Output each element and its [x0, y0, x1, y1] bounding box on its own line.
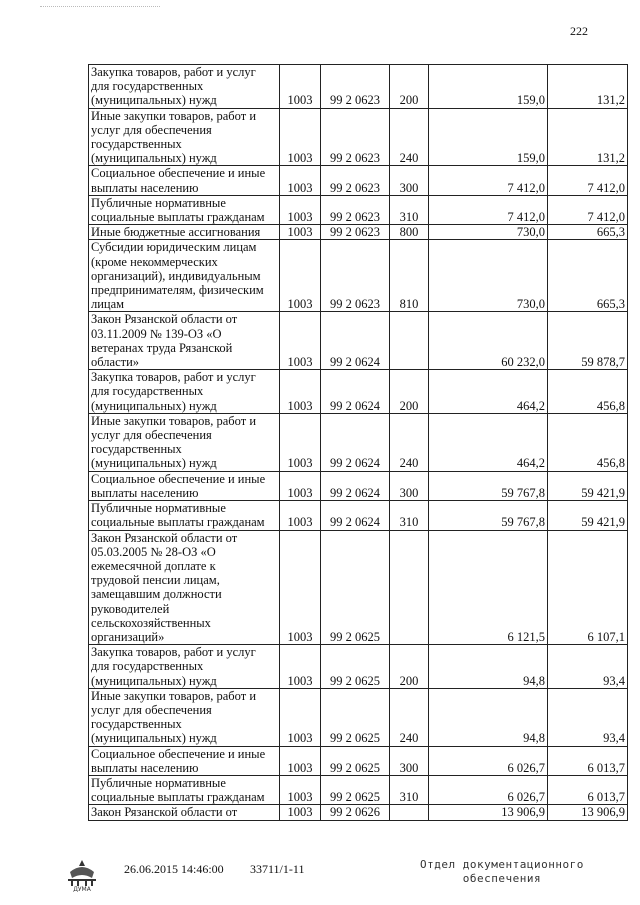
- cell-article: 99 2 0623: [321, 166, 390, 195]
- footer-datetime: 26.06.2015 14:46:00: [124, 862, 224, 876]
- cell-vr: 310: [390, 195, 429, 224]
- cell-v2: 59 421,9: [548, 471, 628, 500]
- cell-article: 99 2 0625: [321, 746, 390, 775]
- page-number: 222: [570, 24, 588, 38]
- cell-v1: 94,8: [429, 645, 548, 689]
- cell-v2: 665,3: [548, 240, 628, 312]
- cell-section: 1003: [280, 746, 321, 775]
- cell-name: Закупка товаров, работ и услуг для государственных (муниципальных) нужд: [89, 65, 280, 109]
- footer-department: [420, 858, 584, 886]
- cell-name: Закон Рязанской области от 05.03.2005 № 28-ОЗ «О ежемесячной доплате к трудовой пенсии лицам, замещавшим должности руководителей сельскохозяйственных организаций»: [89, 530, 280, 645]
- cell-article: 99 2 0625: [321, 775, 390, 804]
- cell-v1: 6 121,5: [429, 530, 548, 645]
- table-row: [89, 688, 628, 746]
- table-row: [89, 775, 628, 804]
- duma-emblem-icon: [62, 858, 102, 892]
- cell-v2: 59 878,7: [548, 312, 628, 370]
- cell-vr: 810: [390, 240, 429, 312]
- cell-v2: 93,4: [548, 688, 628, 746]
- cell-name: Закупка товаров, работ и услуг для государственных (муниципальных) нужд: [89, 370, 280, 414]
- table-row: [89, 805, 628, 820]
- cell-section: 1003: [280, 530, 321, 645]
- table-row: [89, 108, 628, 166]
- budget-table-body: [89, 65, 628, 821]
- cell-v1: 159,0: [429, 65, 548, 109]
- table-row: [89, 166, 628, 195]
- cell-v2: 93,4: [548, 645, 628, 689]
- table-row: [89, 195, 628, 224]
- cell-article: 99 2 0623: [321, 65, 390, 109]
- table-row: [89, 746, 628, 775]
- cell-section: 1003: [280, 413, 321, 471]
- cell-vr: 300: [390, 746, 429, 775]
- cell-v1: 6 026,7: [429, 775, 548, 804]
- cell-v2: 7 412,0: [548, 195, 628, 224]
- cell-article: 99 2 0625: [321, 645, 390, 689]
- cell-vr: [390, 530, 429, 645]
- cell-section: 1003: [280, 805, 321, 820]
- cell-article: 99 2 0624: [321, 312, 390, 370]
- cell-article: 99 2 0623: [321, 108, 390, 166]
- cell-name: Субсидии юридическим лицам (кроме некоммерческих организаций), индивидуальным предпринимателям, физическим лицам: [89, 240, 280, 312]
- cell-section: 1003: [280, 195, 321, 224]
- table-row: [89, 501, 628, 530]
- table-row: [89, 413, 628, 471]
- cell-v2: 456,8: [548, 413, 628, 471]
- cell-name: Иные закупки товаров, работ и услуг для обеспечения государственных (муниципальных) нужд: [89, 688, 280, 746]
- budget-table: [88, 64, 628, 821]
- cell-v1: 730,0: [429, 225, 548, 240]
- table-row: [89, 370, 628, 414]
- cell-vr: 800: [390, 225, 429, 240]
- cell-article: 99 2 0625: [321, 530, 390, 645]
- cell-vr: 200: [390, 65, 429, 109]
- cell-section: 1003: [280, 166, 321, 195]
- cell-vr: 300: [390, 471, 429, 500]
- cell-article: 99 2 0624: [321, 501, 390, 530]
- table-row: [89, 645, 628, 689]
- cell-vr: [390, 805, 429, 820]
- cell-v2: 6 107,1: [548, 530, 628, 645]
- cell-name: Социальное обеспечение и иные выплаты населению: [89, 166, 280, 195]
- svg-text:ДУМА: ДУМА: [73, 886, 91, 892]
- cell-v1: 13 906,9: [429, 805, 548, 820]
- cell-v2: 665,3: [548, 225, 628, 240]
- cell-section: 1003: [280, 471, 321, 500]
- cell-name: Публичные нормативные социальные выплаты гражданам: [89, 775, 280, 804]
- cell-vr: 300: [390, 166, 429, 195]
- cell-v1: 59 767,8: [429, 501, 548, 530]
- cell-v2: 131,2: [548, 108, 628, 166]
- cell-v1: 159,0: [429, 108, 548, 166]
- cell-v1: 464,2: [429, 370, 548, 414]
- cell-v1: 60 232,0: [429, 312, 548, 370]
- cell-v2: 131,2: [548, 65, 628, 109]
- cell-v1: 94,8: [429, 688, 548, 746]
- cell-article: 99 2 0624: [321, 370, 390, 414]
- cell-v2: 13 906,9: [548, 805, 628, 820]
- table-row: [89, 530, 628, 645]
- cell-article: 99 2 0626: [321, 805, 390, 820]
- table-row: [89, 65, 628, 109]
- cell-name: Закупка товаров, работ и услуг для государственных (муниципальных) нужд: [89, 645, 280, 689]
- cell-section: 1003: [280, 108, 321, 166]
- cell-name: Публичные нормативные социальные выплаты гражданам: [89, 501, 280, 530]
- cell-v2: 6 013,7: [548, 746, 628, 775]
- cell-name: Социальное обеспечение и иные выплаты населению: [89, 746, 280, 775]
- cell-name: Закон Рязанской области от 03.11.2009 № 139-ОЗ «О ветеранах труда Рязанской области»: [89, 312, 280, 370]
- scan-artifact: [40, 6, 160, 9]
- table-row: [89, 225, 628, 240]
- cell-name: Закон Рязанской области от: [89, 805, 280, 820]
- cell-section: 1003: [280, 65, 321, 109]
- cell-v1: 7 412,0: [429, 166, 548, 195]
- cell-v1: 464,2: [429, 413, 548, 471]
- cell-vr: [390, 312, 429, 370]
- cell-section: 1003: [280, 501, 321, 530]
- cell-v2: 59 421,9: [548, 501, 628, 530]
- cell-v1: 59 767,8: [429, 471, 548, 500]
- cell-v2: 7 412,0: [548, 166, 628, 195]
- cell-section: 1003: [280, 312, 321, 370]
- cell-v1: 6 026,7: [429, 746, 548, 775]
- cell-name: Иные закупки товаров, работ и услуг для обеспечения государственных (муниципальных) нужд: [89, 108, 280, 166]
- cell-v2: 6 013,7: [548, 775, 628, 804]
- cell-article: 99 2 0623: [321, 240, 390, 312]
- cell-article: 99 2 0624: [321, 471, 390, 500]
- department-line-2: обеспечения: [462, 872, 542, 885]
- cell-section: 1003: [280, 688, 321, 746]
- table-row: [89, 240, 628, 312]
- table-row: [89, 471, 628, 500]
- cell-name: Иные бюджетные ассигнования: [89, 225, 280, 240]
- cell-article: 99 2 0625: [321, 688, 390, 746]
- cell-section: 1003: [280, 645, 321, 689]
- cell-section: 1003: [280, 775, 321, 804]
- cell-vr: 240: [390, 108, 429, 166]
- cell-article: 99 2 0623: [321, 225, 390, 240]
- cell-article: 99 2 0623: [321, 195, 390, 224]
- cell-name: Социальное обеспечение и иные выплаты населению: [89, 471, 280, 500]
- cell-vr: 240: [390, 688, 429, 746]
- cell-vr: 240: [390, 413, 429, 471]
- cell-name: Иные закупки товаров, работ и услуг для обеспечения государственных (муниципальных) нужд: [89, 413, 280, 471]
- footer-doc-code: 33711/1-11: [250, 862, 305, 876]
- cell-section: 1003: [280, 370, 321, 414]
- cell-v1: 7 412,0: [429, 195, 548, 224]
- cell-vr: 310: [390, 775, 429, 804]
- cell-vr: 310: [390, 501, 429, 530]
- department-line-1: Отдел документационного: [420, 858, 584, 871]
- cell-section: 1003: [280, 240, 321, 312]
- cell-v1: 730,0: [429, 240, 548, 312]
- cell-vr: 200: [390, 645, 429, 689]
- cell-article: 99 2 0624: [321, 413, 390, 471]
- cell-section: 1003: [280, 225, 321, 240]
- table-row: [89, 312, 628, 370]
- cell-vr: 200: [390, 370, 429, 414]
- cell-name: Публичные нормативные социальные выплаты гражданам: [89, 195, 280, 224]
- cell-v2: 456,8: [548, 370, 628, 414]
